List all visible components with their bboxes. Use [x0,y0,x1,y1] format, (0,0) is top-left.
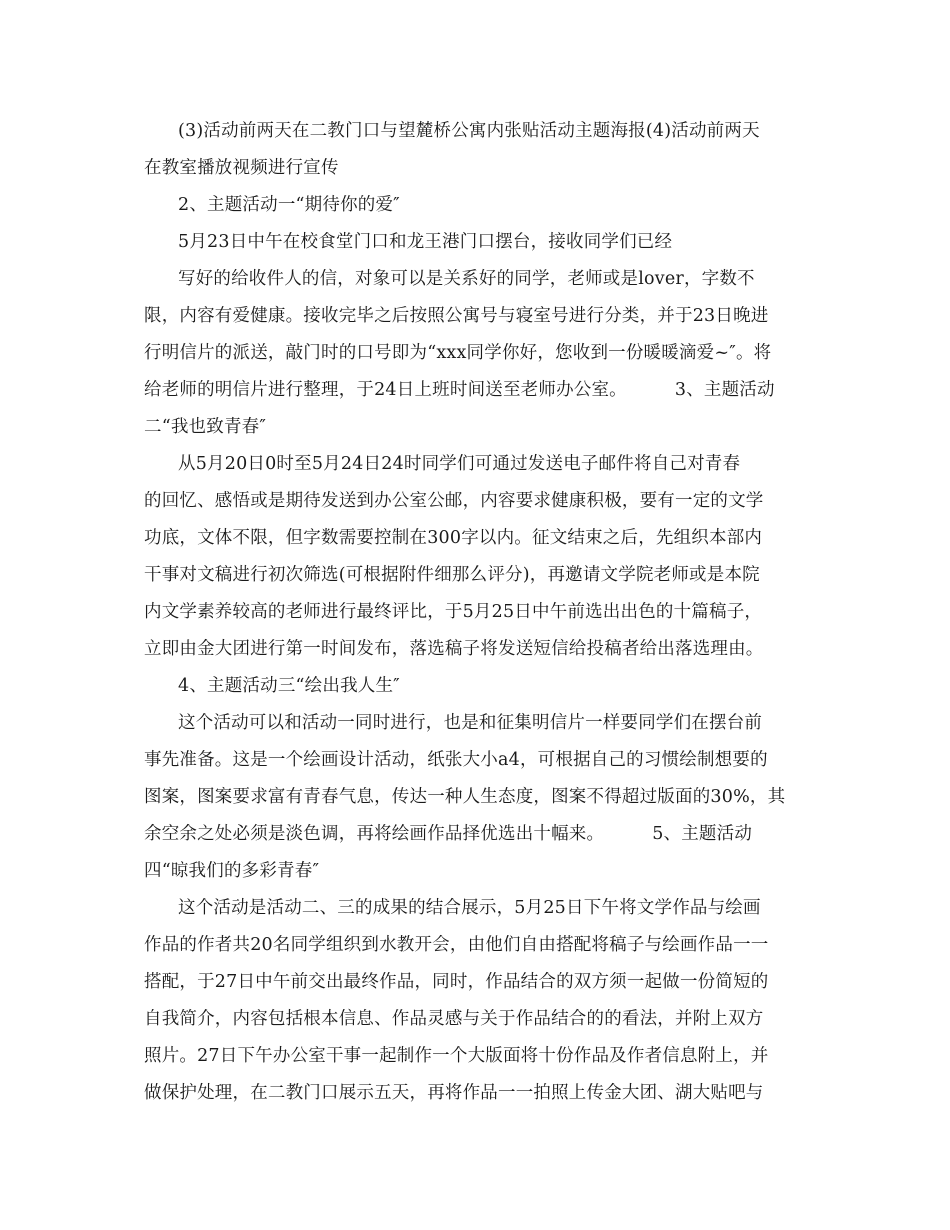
text-fragment: 给老师的明信片进行整理，于24日上班时间送至老师办公室。 [144,380,627,400]
text-line: 自我简介，内容包括根本信息、作品灵感与关于作品结合的的看法，并附上双方 [144,1009,764,1029]
text-line: 图案，图案要求富有青春气息，传达一种人生态度，图案不得超过版面的30%，其 [144,787,786,807]
text-fragment: 余空余之处必须是淡色调，再将绘画作品择优选出十幅来。 [144,824,605,844]
text-line: 限，内容有爱健康。接收完毕之后按照公寓号与寝室号进行分类，并于23日晚进 [144,306,769,326]
text-line: 功底，文体不限，但字数需要控制在300字以内。征文结束之后，先组织本部内 [144,528,763,548]
text-line: 的回忆、感悟或是期待发送到办公室公邮，内容要求健康积极，要有一定的文学 [144,491,764,511]
section-heading: 2、主题活动一“期待你的爱″ [178,195,400,215]
text-line: 干事对文稿进行初次筛选(可根据附件细那么评分)，再邀请文学院老师或是本院 [144,565,760,585]
text-line: 内文学素养较高的老师进行最终评比，于5月25日中午前选出出色的十篇稿子， [144,602,763,622]
text-line: 在教室播放视频进行宣传 [144,158,339,178]
section-heading: 3、主题活动 [674,380,775,400]
text-line: 做保护处理，在二教门口展示五天，再将作品一一拍照上传金大团、湖大贴吧与 [144,1083,764,1103]
text-line: 作品的作者共20名同学组织到水教开会，由他们自由搭配将稿子与绘画作品一一 [144,935,769,955]
text-line [144,822,752,846]
text-line: 从5月20日0时至5月24日24时同学们可通过发送电子邮件将自己对青春 [178,454,741,474]
text-line: 5月23日中午在校食堂门口和龙王港门口摆台，接收同学们已经 [178,232,673,252]
text-line: 搭配，于27日中午前交出最终作品，同时，作品结合的双方须一起做一份简短的 [144,972,769,992]
text-line: 这个活动是活动二、三的成果的结合展示，5月25日下午将文学作品与绘画 [178,898,761,918]
section-heading: 二“我也致青春″ [144,417,267,437]
section-heading: 四“晾我们的多彩青春″ [144,861,320,881]
section-heading: 4、主题活动三“绘出我人生″ [178,676,400,696]
section-heading: 5、主题活动 [652,824,753,844]
text-line [144,378,775,402]
text-line: 立即由金大团进行第一时间发布，落选稿子将发送短信给投稿者给出落选理由。 [144,639,764,659]
text-line: 行明信片的派送，敲门时的口号即为“xxx同学你好，您收到一份暖暖滴爱~″。将 [144,343,772,363]
text-line: 写好的给收件人的信，对象可以是关系好的同学，老师或是lover，字数不 [178,269,755,289]
text-line: 照片。27日下午办公室干事一起制作一个大版面将十份作品及作者信息附上，并 [144,1046,769,1066]
text-line: (3)活动前两天在二教门口与望麓桥公寓内张贴活动主题海报(4)活动前两天 [178,121,760,141]
text-line: 这个活动可以和活动一同时进行，也是和征集明信片一样要同学们在摆台前 [178,713,763,733]
text-line: 事先准备。这是一个绘画设计活动，纸张大小a4，可根据自己的习惯绘制想要的 [144,750,768,770]
